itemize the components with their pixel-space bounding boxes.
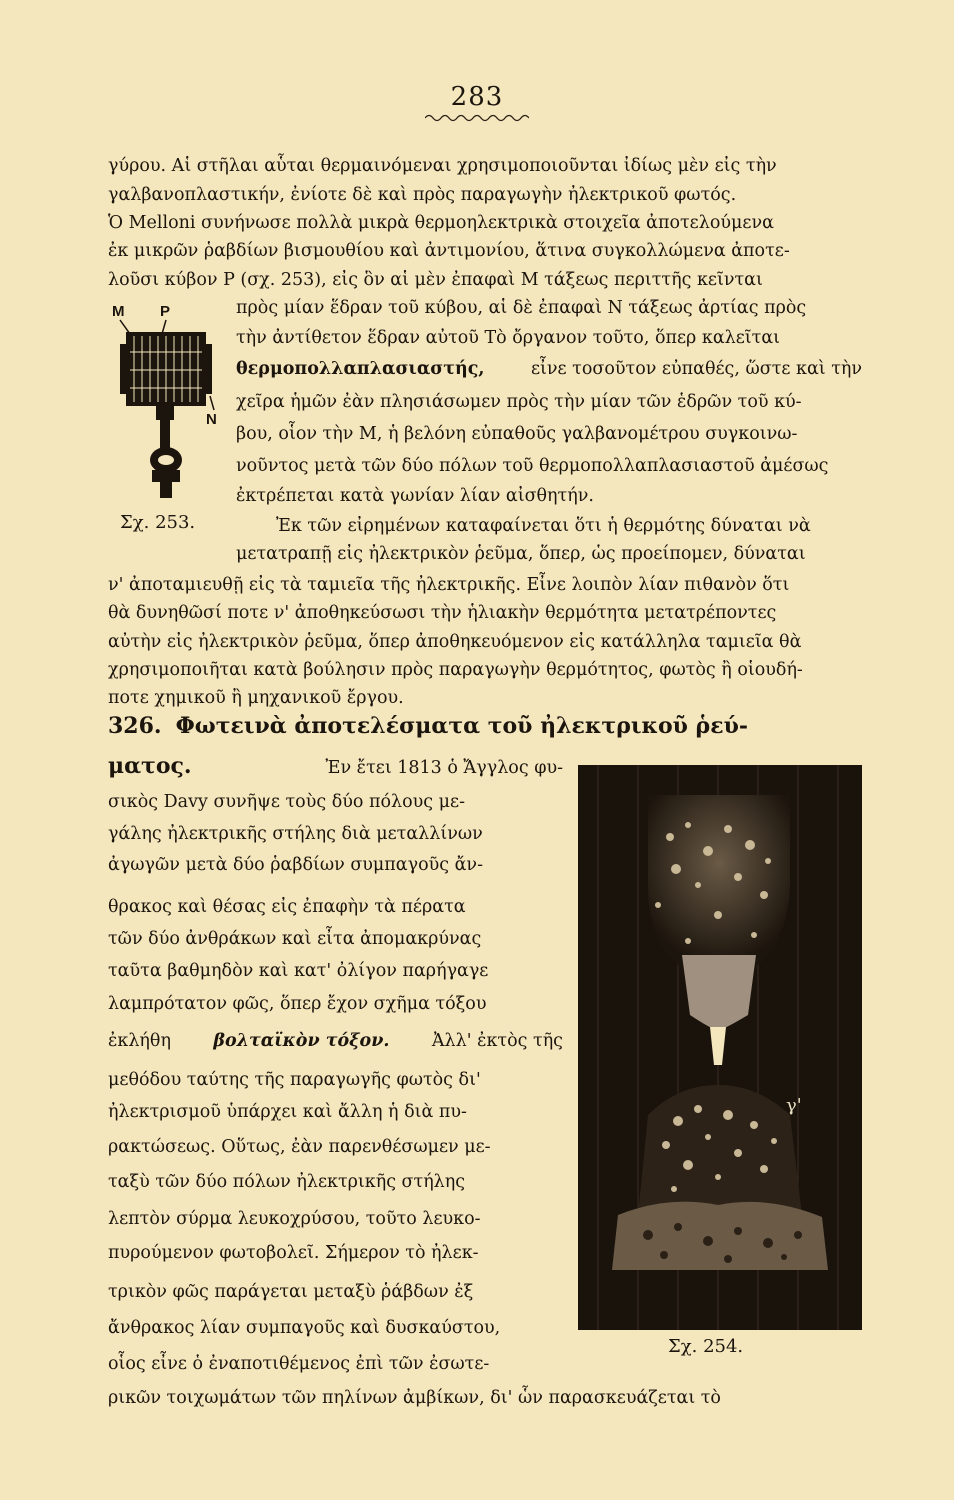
text-line: ποτε χημικοῦ ἢ μηχανικοῦ ἔργου. xyxy=(108,688,404,708)
text-span: ἐκλήθη xyxy=(108,1031,171,1051)
voltaic-arc-illustration xyxy=(578,765,862,1330)
thermopile-illustration xyxy=(110,300,230,510)
text-line: χρησιμοποιῆται κατὰ βούλησιν πρὸς παραγωγὴν θερμότητος, φωτὸς ἢ οἱουδή- xyxy=(108,660,803,680)
figure-253 xyxy=(110,300,230,514)
text-span: Ἐν ἔτει 1813 ὁ Ἄγγλος φυ- xyxy=(325,758,563,778)
figure-253-caption: Σχ. 253. xyxy=(120,512,196,533)
section-title-cont: ματος. xyxy=(108,753,192,779)
section-number: 326. xyxy=(108,713,162,739)
text-line: θὰ δυνηθῶσί ποτε ν' ἀποθηκεύσωσι τὴν ἡλιακὴν θερμότητα μετατρέποντες xyxy=(108,603,777,623)
figure-label-p: P xyxy=(160,303,171,320)
figure-254 xyxy=(578,765,862,1334)
text-line: γύρου. Αἱ στῆλαι αὗται θερμαινόμεναι χρησιμοποιοῦνται ἰδίως μὲν εἰς τὴν xyxy=(108,156,777,176)
text-line xyxy=(108,754,563,780)
text-line: λεπτὸν σύρμα λευκοχρύσου, τοῦτο λευκο- xyxy=(108,1209,481,1229)
text-line: λαμπρότατον φῶς, ὅπερ ἔχον σχῆμα τόξου xyxy=(108,994,487,1014)
text-line: οἷος εἶνε ὁ ἐναποτιθέμενος ἐπὶ τῶν ἐσωτε- xyxy=(108,1354,490,1374)
text-line: γαλβανοπλαστικήν, ἐνίοτε δὲ καὶ πρὸς παραγωγὴν ἠλεκτρικοῦ φωτός. xyxy=(108,185,737,205)
text-line: ἐκ μικρῶν ῥαβδίων βισμουθίου καὶ ἀντιμονίου, ἅτινα συγκολλώμενα ἀποτε- xyxy=(108,241,790,261)
section-title: Φωτεινὰ ἀποτελέσματα τοῦ ἠλεκτρικοῦ ῥεύ- xyxy=(175,713,748,739)
text-line: ἀγωγῶν μετὰ δύο ῥαβδίων συμπαγοῦς ἄν- xyxy=(108,855,483,875)
text-line: τρικὸν φῶς παράγεται μεταξὺ ῥάβδων ἐξ xyxy=(108,1282,474,1302)
text-line: χεῖρα ἡμῶν ἐὰν πλησιάσωμεν πρὸς τὴν μίαν τῶν ἑδρῶν τοῦ κύ- xyxy=(236,392,802,412)
text-line: ἄνθρακος λίαν συμπαγοῦς καὶ δυσκαύστου, xyxy=(108,1318,501,1338)
figure-254-caption: Σχ. 254. xyxy=(668,1336,744,1357)
text-line xyxy=(108,1029,563,1053)
text-line: πρὸς μίαν ἕδραν τοῦ κύβου, αἱ δὲ ἐπαφαὶ N τάξεως ἀρτίας πρὸς xyxy=(236,298,807,318)
text-line: ρακτώσεως. Οὕτως, ἐὰν παρενθέσωμεν με- xyxy=(108,1137,491,1157)
figure-label-n: N xyxy=(206,411,217,428)
text-line: Ἐκ τῶν εἰρημένων καταφαίνεται ὅτι ἡ θερμότης δύναται νὰ xyxy=(276,516,811,536)
text-line: τῶν δύο ἀνθράκων καὶ εἶτα ἀπομακρύνας xyxy=(108,929,482,949)
text-span: Ἀλλ' ἐκτὸς τῆς xyxy=(431,1031,563,1051)
text-line: ἠλεκτρισμοῦ ὑπάρχει καὶ ἄλλη ἡ διὰ πυ- xyxy=(108,1102,467,1122)
text-line xyxy=(236,357,862,381)
text-line: Ὁ Melloni συνήνωσε πολλὰ μικρὰ θερμοηλεκτρικὰ στοιχεῖα ἀποτελούμενα xyxy=(108,213,774,233)
text-line: βου, οἷον τὴν M, ἡ βελόνη εὐπαθοῦς γαλβανομέτρου συγκοινω- xyxy=(236,424,798,444)
wavy-rule-ornament xyxy=(425,112,529,124)
text-line: σικὸς Davy συνῆψε τοὺς δύο πόλους με- xyxy=(108,792,466,812)
text-line: μετατραπῇ εἰς ἠλεκτρικὸν ῥεῦμα, ὅπερ, ὡς προείπομεν, δύναται xyxy=(236,544,806,564)
text-line: αὐτὴν εἰς ἠλεκτρικὸν ῥεῦμα, ὅπερ ἀποθηκευόμενον εἰς κατάλληλα ταμιεῖα θὰ xyxy=(108,632,802,652)
term-voltaic-arc: βολταϊκὸν τόξον. xyxy=(213,1031,390,1051)
text-line: θρακος καὶ θέσας εἰς ἐπαφὴν τὰ πέρατα xyxy=(108,897,466,917)
text-line: ταξὺ τῶν δύο πόλων ἠλεκτρικῆς στήλης xyxy=(108,1172,466,1192)
text-line: ρικῶν τοιχωμάτων τῶν πηλίνων ἀμβίκων, δι' ὧν παρασκευάζεται τὸ xyxy=(108,1388,721,1408)
text-line: τὴν ἀντίθετον ἕδραν αὐτοῦ Τὸ ὄργανον τοῦτο, ὅπερ καλεῖται xyxy=(236,328,781,348)
text-line: νοῦντος μετὰ τῶν δύο πόλων τοῦ θερμοπολλαπλασιαστοῦ ἀμέσως xyxy=(236,456,829,476)
term-thermomultiplier: θερμοπολλαπλασιαστής, xyxy=(236,359,485,379)
section-heading xyxy=(108,714,862,738)
text-line: λοῦσι κύβον P (σχ. 253), εἰς ὃν αἱ μὲν ἐπαφαὶ M τάξεως περιττῆς κεῖνται xyxy=(108,270,763,290)
text-line: ν' ἀποταμιευθῇ εἰς τὰ ταμιεῖα τῆς ἠλεκτρικῆς. Εἶνε λοιπὸν λίαν πιθανὸν ὅτι xyxy=(108,575,790,595)
text-line: μεθόδου ταύτης τῆς παραγωγῆς φωτὸς δι' xyxy=(108,1070,481,1090)
text-span: εἶνε τοσοῦτον εὐπαθές, ὥστε καὶ τὴν xyxy=(530,359,862,379)
figure-label-gamma: γ' xyxy=(786,1095,802,1116)
page-number: 283 xyxy=(450,82,504,112)
figure-label-m: M xyxy=(112,303,125,320)
text-line: πυρούμενον φωτοβολεῖ. Σήμερον τὸ ἠλεκ- xyxy=(108,1243,479,1263)
text-line: γάλης ἠλεκτρικῆς στήλης διὰ μεταλλίνων xyxy=(108,824,483,844)
text-line: ἐκτρέπεται κατὰ γωνίαν λίαν αἰσθητήν. xyxy=(236,486,594,506)
text-line: ταῦτα βαθμηδὸν καὶ κατ' ὀλίγον παρήγαγε xyxy=(108,961,489,981)
